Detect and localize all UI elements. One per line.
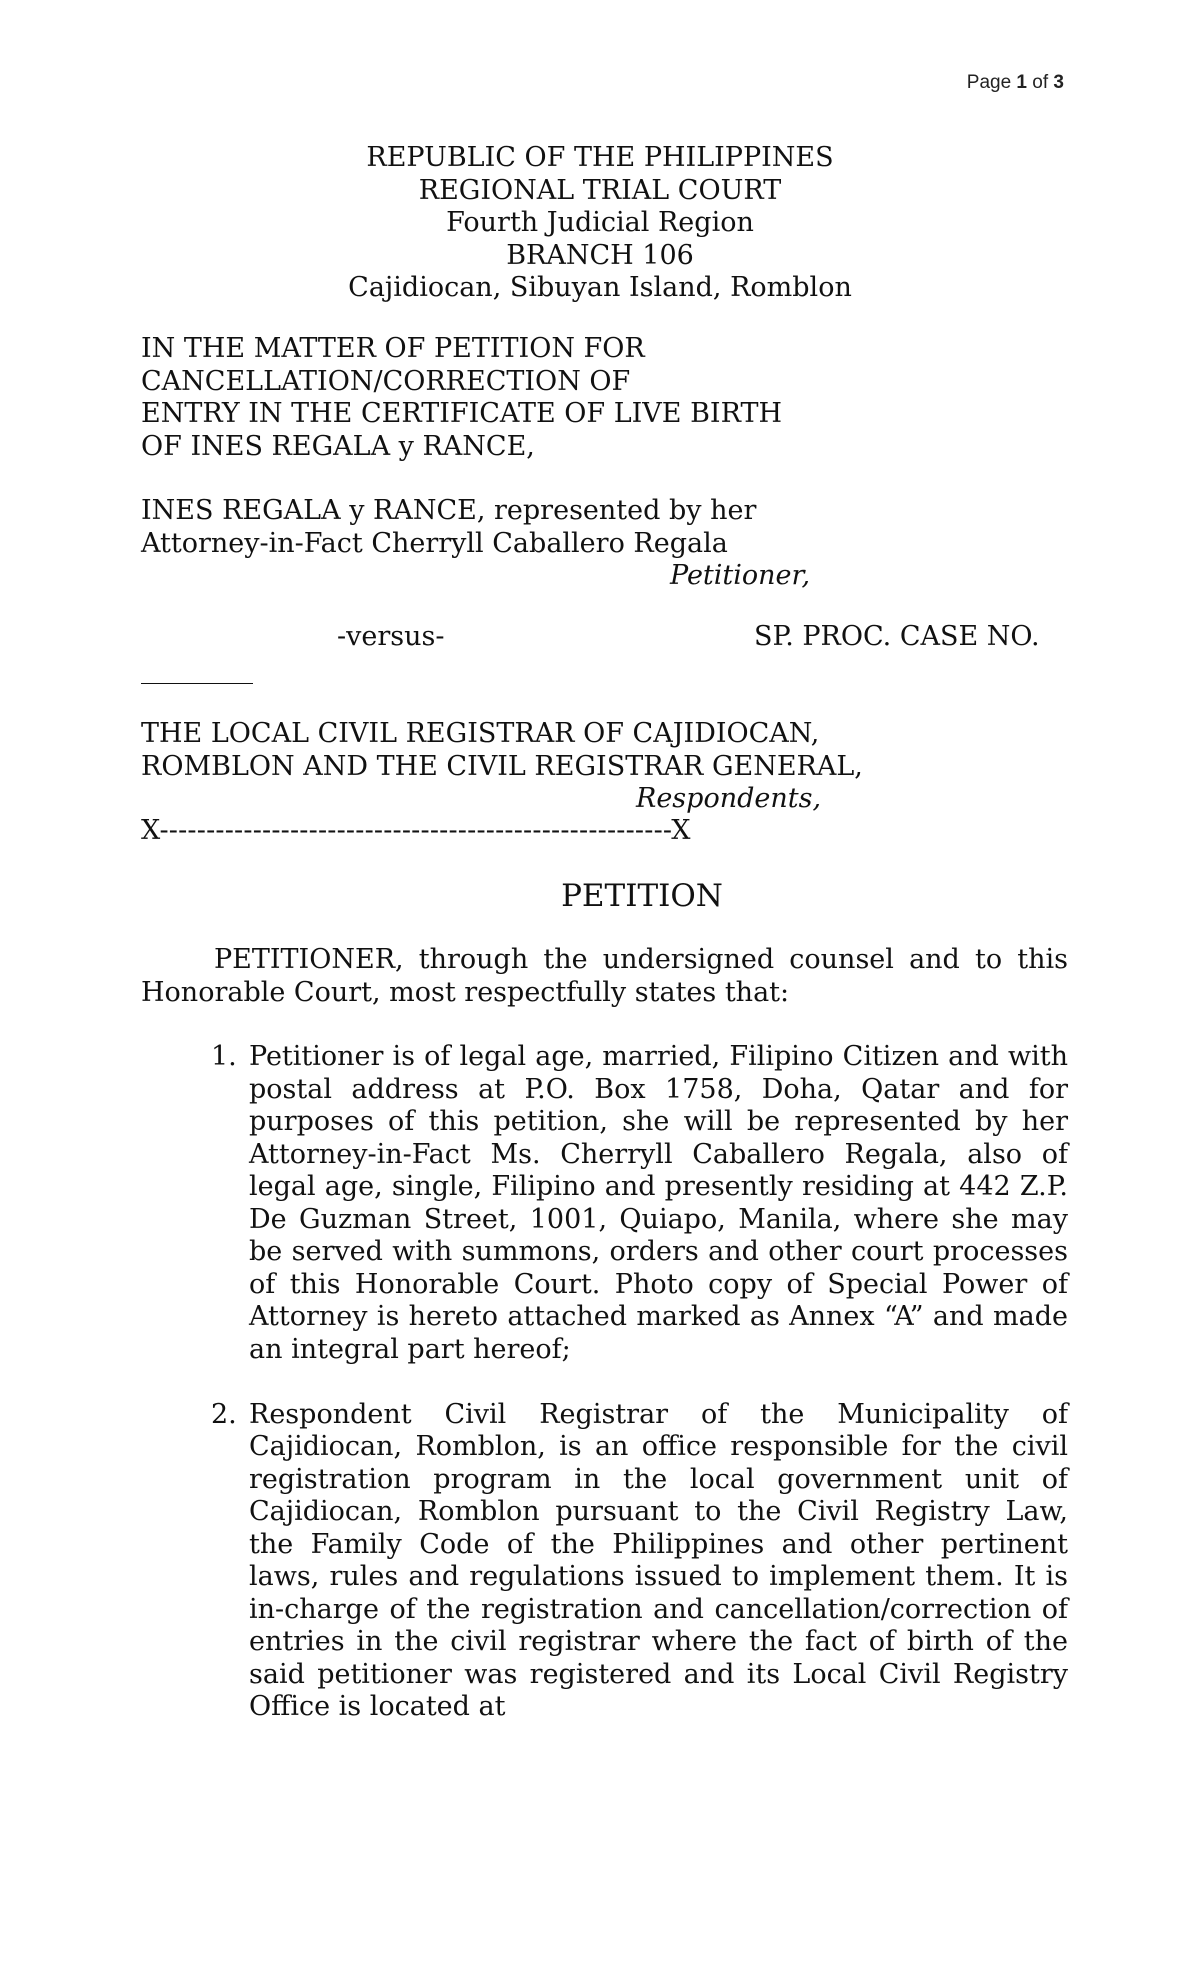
allegation-number: 2.	[211, 1398, 237, 1430]
case-matter-line: CANCELLATION/CORRECTION OF	[141, 365, 631, 397]
respondent-line: ROMBLON AND THE CIVIL REGISTRAR GENERAL,	[141, 750, 863, 782]
allegation-item	[141, 1399, 1068, 1724]
petitioner-role: Petitioner,	[670, 560, 811, 591]
allegation-text: Respondent Civil Registrar of the Municipality of Cajidiocan, Romblon, is an office responsible for the civil registration program in the local government unit of Cajidiocan, Romblon pursuant to the Civil Registry Law, the Family Code of the Philippines and other pertinent laws, rules and regulations issued to implement them. It is in-charge of the registration and cancellation/correction of entries in the civil registrar where the fact of birth of the said petitioner was registered and its Local Civil Registry Office is located at	[249, 1398, 1068, 1722]
versus-label: -versus-	[337, 621, 445, 652]
page-of: of	[1032, 72, 1049, 93]
case-matter	[141, 333, 1071, 463]
document-title: PETITION	[561, 878, 723, 914]
case-number-label: SP. PROC. CASE NO.	[754, 621, 1040, 652]
allegation-number: 1.	[211, 1041, 237, 1072]
current-page: 1	[1016, 72, 1027, 93]
petitioner-block	[141, 495, 1071, 560]
numbered-allegations	[141, 1041, 1068, 1756]
court-header-line: Cajidiocan, Sibuyan Island, Romblon	[348, 272, 852, 303]
court-header-line: REGIONAL TRIAL COURT	[418, 174, 782, 206]
allegation-item	[141, 1041, 1068, 1366]
court-header-line: Fourth Judicial Region	[446, 207, 754, 238]
allegation-text: Petitioner is of legal age, married, Filipino Citizen and with postal address at P.O. Box 1758, Doha, Qatar and for purposes of this petition, she will be represented by her Attorney-in-Fact Ms. Cherryll Caballero Regala, also of legal age, single, Filipino and presently residing at 442 Z.P. De Guzman Street, 1001, Quiapo, Manila, where she may be served with summons, orders and other court processes of this Honorable Court. Photo copy of Special Power of Attorney is hereto attached marked as Annex “A” and made an integral part hereof;	[249, 1041, 1068, 1365]
page-indicator	[967, 72, 1064, 94]
case-matter-line: OF INES REGALA y RANCE,	[141, 430, 535, 462]
court-header-line: REPUBLIC OF THE PHILIPPINES	[366, 142, 834, 173]
case-number-blank-line	[141, 683, 253, 684]
respondent-block	[141, 718, 1071, 783]
petitioner-line: INES REGALA y RANCE, represented by her	[141, 495, 757, 526]
total-pages: 3	[1053, 72, 1064, 93]
caption-separator: X-------------------------------------------------------X	[141, 815, 691, 846]
respondent-role: Respondents,	[636, 783, 822, 814]
petitioner-line: Attorney-in-Fact Cherryll Caballero Regala	[141, 527, 728, 559]
respondent-line: THE LOCAL CIVIL REGISTRAR OF CAJIDIOCAN,	[141, 718, 820, 749]
intro-paragraph: PETITIONER, through the undersigned counsel and to this Honorable Court, most respectfully states that:	[141, 944, 1068, 1008]
page-label: Page	[966, 72, 1012, 93]
court-header-line: BRANCH 106	[506, 239, 694, 271]
court-header	[0, 142, 1200, 305]
case-matter-line: IN THE MATTER OF PETITION FOR	[141, 333, 645, 364]
case-matter-line: ENTRY IN THE CERTIFICATE OF LIVE BIRTH	[141, 398, 782, 429]
